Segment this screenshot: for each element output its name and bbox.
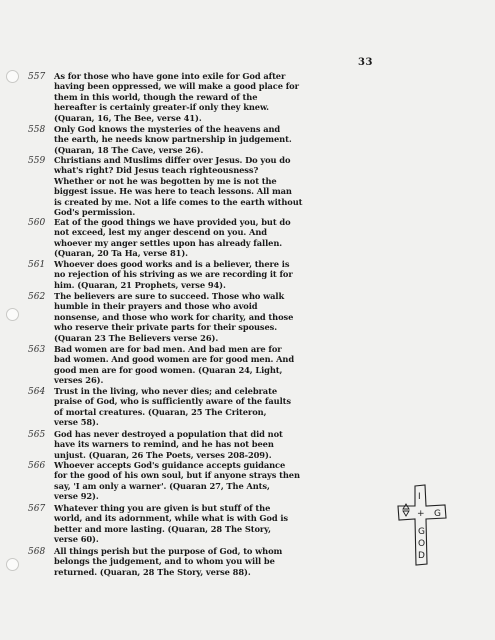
text-line: (Quaran 23 The Believers verse 26). bbox=[54, 332, 219, 343]
text-line: Whoever does good works and is a believer, there is bbox=[54, 259, 290, 269]
doodle-letter-g: G bbox=[418, 527, 425, 537]
doodle-right-letter: G bbox=[434, 509, 441, 519]
text-line: Whoever accepts God's guidance accepts guidance bbox=[54, 460, 286, 470]
text-line: Christians and Muslims differ over Jesus. Do you do bbox=[54, 155, 291, 165]
entry-text bbox=[54, 460, 444, 502]
text-line: (Quaran, 20 Ta Ha, verse 81). bbox=[54, 248, 188, 259]
binder-hole bbox=[6, 558, 19, 571]
cross-drawing bbox=[397, 484, 467, 568]
entry-number: 568 bbox=[28, 547, 46, 557]
text-line: Bad women are for bad men. And bad men are for bbox=[54, 344, 282, 354]
entry-text bbox=[54, 217, 444, 259]
entry-text bbox=[54, 546, 444, 577]
text-line: of mortal creatures. (Quaran, 25 The Criteron, bbox=[54, 406, 267, 417]
entry-text bbox=[54, 291, 444, 343]
entry-number: 563 bbox=[28, 345, 46, 355]
entry-text bbox=[54, 259, 444, 290]
text-line: Whether or not he was begotten by me is not the bbox=[54, 175, 277, 186]
text-line: whoever my anger settles upon has already fallen. bbox=[54, 237, 283, 248]
entry-number: 561 bbox=[28, 260, 46, 270]
text-line: nonsense, and those who work for charity, and those bbox=[54, 311, 294, 322]
text-line: who reserve their private parts for their spouses. bbox=[54, 322, 278, 333]
text-line: returned. (Quaran, 28 The Story, verse 88). bbox=[54, 566, 251, 577]
text-line: world, and its adornment, while what is with God is bbox=[54, 513, 288, 524]
text-line: verse 58). bbox=[54, 417, 99, 428]
text-line: the earth, he needs know partnership in judgement. bbox=[54, 134, 292, 145]
text-line: what's right? Did Jesus teach righteousness? bbox=[54, 165, 259, 176]
text-line: biggest issue. He was here to teach lessons. All man bbox=[54, 186, 292, 197]
entry-text bbox=[54, 429, 444, 460]
text-line: belongs the judgement, and to whom you will be bbox=[54, 556, 275, 567]
entry-number: 557 bbox=[28, 72, 46, 82]
text-line: humble in their prayers and those who avoid bbox=[54, 301, 258, 312]
text-line: verses 26). bbox=[54, 375, 104, 386]
entry-number: 564 bbox=[28, 387, 46, 397]
text-line: say, 'I am only a warner'. (Quaran 27, The Ants, bbox=[54, 480, 270, 491]
text-line: As for those who have gone into exile for God after bbox=[54, 71, 286, 81]
entry-number: 567 bbox=[28, 504, 46, 514]
binder-hole bbox=[6, 70, 19, 83]
text-line: good men are for good women. (Quaran 24, Light, bbox=[54, 364, 283, 375]
entry-number: 558 bbox=[28, 125, 46, 135]
text-line: for the good of his own soul, but if anyone strays then bbox=[54, 470, 300, 481]
text-line: have its warners to remind, and he has not been bbox=[54, 439, 274, 450]
doodle-letter-d: D bbox=[418, 551, 425, 561]
text-line: Eat of the good things we have provided you, but do bbox=[54, 217, 291, 227]
entry-text bbox=[54, 71, 444, 123]
text-line: (Quaran, 18 The Cave, verse 26). bbox=[54, 144, 204, 155]
text-line: Only God knows the mysteries of the heavens and bbox=[54, 124, 281, 134]
text-line: having been oppressed, we will make a good place for bbox=[54, 81, 299, 92]
text-line: better and more lasting. (Quaran, 28 The Story, bbox=[54, 523, 271, 534]
text-line: All things perish but the purpose of God, to whom bbox=[54, 546, 283, 556]
text-line: (Quaran, 16, The Bee, verse 41). bbox=[54, 112, 202, 123]
text-line: them in this world, though the reward of the bbox=[54, 91, 258, 102]
text-line: praise of God, who is sufficiently aware of the faults bbox=[54, 396, 291, 407]
text-line: is created by me. Not a life comes to the earth without bbox=[54, 196, 303, 207]
text-line: hereafter is certainly greater-if only they knew. bbox=[54, 102, 269, 113]
doodle-top-letter: I bbox=[418, 492, 421, 502]
text-line: verse 92). bbox=[54, 491, 99, 502]
text-line: him. (Quaran, 21 Prophets, verse 94). bbox=[54, 279, 226, 290]
entry-text bbox=[54, 344, 444, 386]
text-line: The believers are sure to succeed. Those who walk bbox=[54, 291, 285, 301]
text-line: Whatever thing you are given is but stuff of the bbox=[54, 503, 271, 513]
text-line: not exceed, lest my anger descend on you. And bbox=[54, 227, 267, 238]
binder-hole bbox=[6, 308, 19, 321]
entry-number: 565 bbox=[28, 430, 46, 440]
doodle-center-mark: + bbox=[417, 509, 425, 519]
entry-number: 560 bbox=[28, 218, 46, 228]
page-number: 33 bbox=[358, 57, 373, 68]
entry-text bbox=[54, 124, 444, 155]
text-line: bad women. And good women are for good men. And bbox=[54, 354, 295, 365]
entry-number: 566 bbox=[28, 461, 46, 471]
entry-text bbox=[54, 503, 444, 545]
text-line: God's permission. bbox=[54, 207, 136, 218]
text-line: God has never destroyed a population that did not bbox=[54, 429, 283, 439]
text-line: unjust. (Quaran, 26 The Poets, verses 208-209). bbox=[54, 449, 272, 460]
entry-text bbox=[54, 386, 444, 428]
text-line: Trust in the living, who never dies; and celebrate bbox=[54, 386, 277, 396]
entry-text bbox=[54, 155, 444, 217]
text-line: no rejection of his striving as we are recording it for bbox=[54, 269, 293, 280]
entry-number: 562 bbox=[28, 292, 46, 302]
doodle-letter-o: O bbox=[418, 539, 426, 549]
entry-number: 559 bbox=[28, 156, 46, 166]
text-line: verse 60). bbox=[54, 534, 99, 545]
